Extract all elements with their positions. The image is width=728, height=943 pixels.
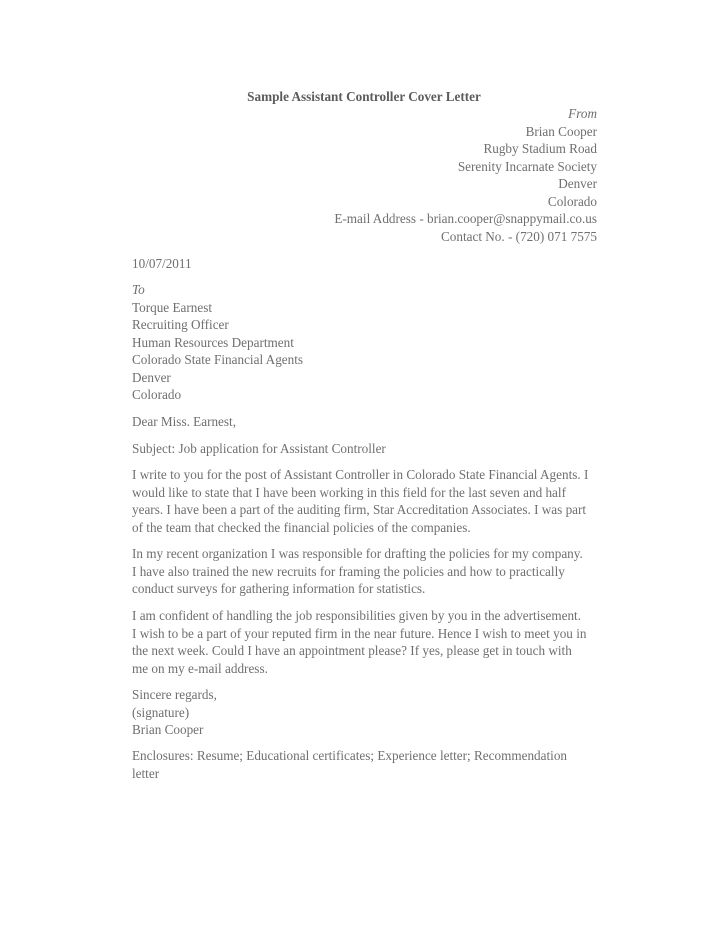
paragraph-line: of the team that checked the financial policies of the companies. xyxy=(132,519,471,535)
letter-title: Sample Assistant Controller Cover Letter xyxy=(247,89,481,104)
sender-email: E-mail Address - brian.cooper@snappymail.co.us xyxy=(334,211,597,226)
closing-regards: Sincere regards, xyxy=(132,687,217,702)
sender-state: Colorado xyxy=(547,193,597,209)
sender-area: Serenity Incarnate Society xyxy=(457,158,597,174)
sender-contact: Contact No. - (720) 071 7575 xyxy=(440,228,597,244)
recipient-address-block xyxy=(132,281,303,404)
sender-street: Rugby Stadium Road xyxy=(483,141,597,156)
recipient-city: Denver xyxy=(132,369,171,385)
sender-city: Denver xyxy=(558,176,597,191)
paragraph-line: me on my e-mail address. xyxy=(132,660,268,676)
body-paragraph-1 xyxy=(132,466,602,536)
salutation: Dear Miss. Earnest, xyxy=(132,414,237,429)
to-label: To xyxy=(132,282,145,297)
letter-date: 10/07/2011 xyxy=(132,256,192,271)
paragraph-line: years. I have been a part of the auditing firm, Star Accreditation Associates. I was part xyxy=(132,502,587,517)
paragraph-line: would like to state that I have been working in this field for the last seven and half xyxy=(132,484,566,500)
paragraph-line: I write to you for the post of Assistant Controller in Colorado State Financial Agents. I xyxy=(132,467,589,482)
sender-address-block xyxy=(334,105,597,245)
recipient-state: Colorado xyxy=(132,387,182,402)
paragraph-line: I am confident of handling the job responsibilities given by you in the advertisement. xyxy=(132,608,582,623)
subject-line: Subject: Job application for Assistant Controller xyxy=(132,441,386,456)
recipient-company: Colorado State Financial Agents xyxy=(132,352,304,367)
recipient-department: Human Resources Department xyxy=(132,334,294,350)
enclosures-line: Enclosures: Resume; Educational certificates; Experience letter; Recommendation xyxy=(132,748,568,763)
closing-name: Brian Cooper xyxy=(132,722,204,737)
paragraph-line: conduct surveys for gathering information for statistics. xyxy=(132,581,426,596)
enclosures xyxy=(132,747,582,782)
from-label: From xyxy=(568,106,597,121)
enclosures-line: letter xyxy=(132,765,160,781)
sender-name: Brian Cooper xyxy=(525,123,597,139)
body-paragraph-2 xyxy=(132,545,602,598)
recipient-position: Recruiting Officer xyxy=(132,317,229,332)
signature-placeholder: (signature) xyxy=(132,704,190,720)
closing-block xyxy=(132,686,602,739)
recipient-name: Torque Earnest xyxy=(132,299,212,315)
paragraph-line: In my recent organization I was responsible for drafting the policies for my company. xyxy=(132,546,583,561)
paragraph-line: I wish to be a part of your reputed firm in the near future. Hence I wish to meet you in xyxy=(132,625,587,641)
paragraph-line: I have also trained the new recruits for framing the policies and how to practically xyxy=(132,563,565,579)
body-paragraph-3 xyxy=(132,607,602,677)
paragraph-line: the next week. Could I have an appointment please? If yes, please get in touch with xyxy=(132,643,572,658)
